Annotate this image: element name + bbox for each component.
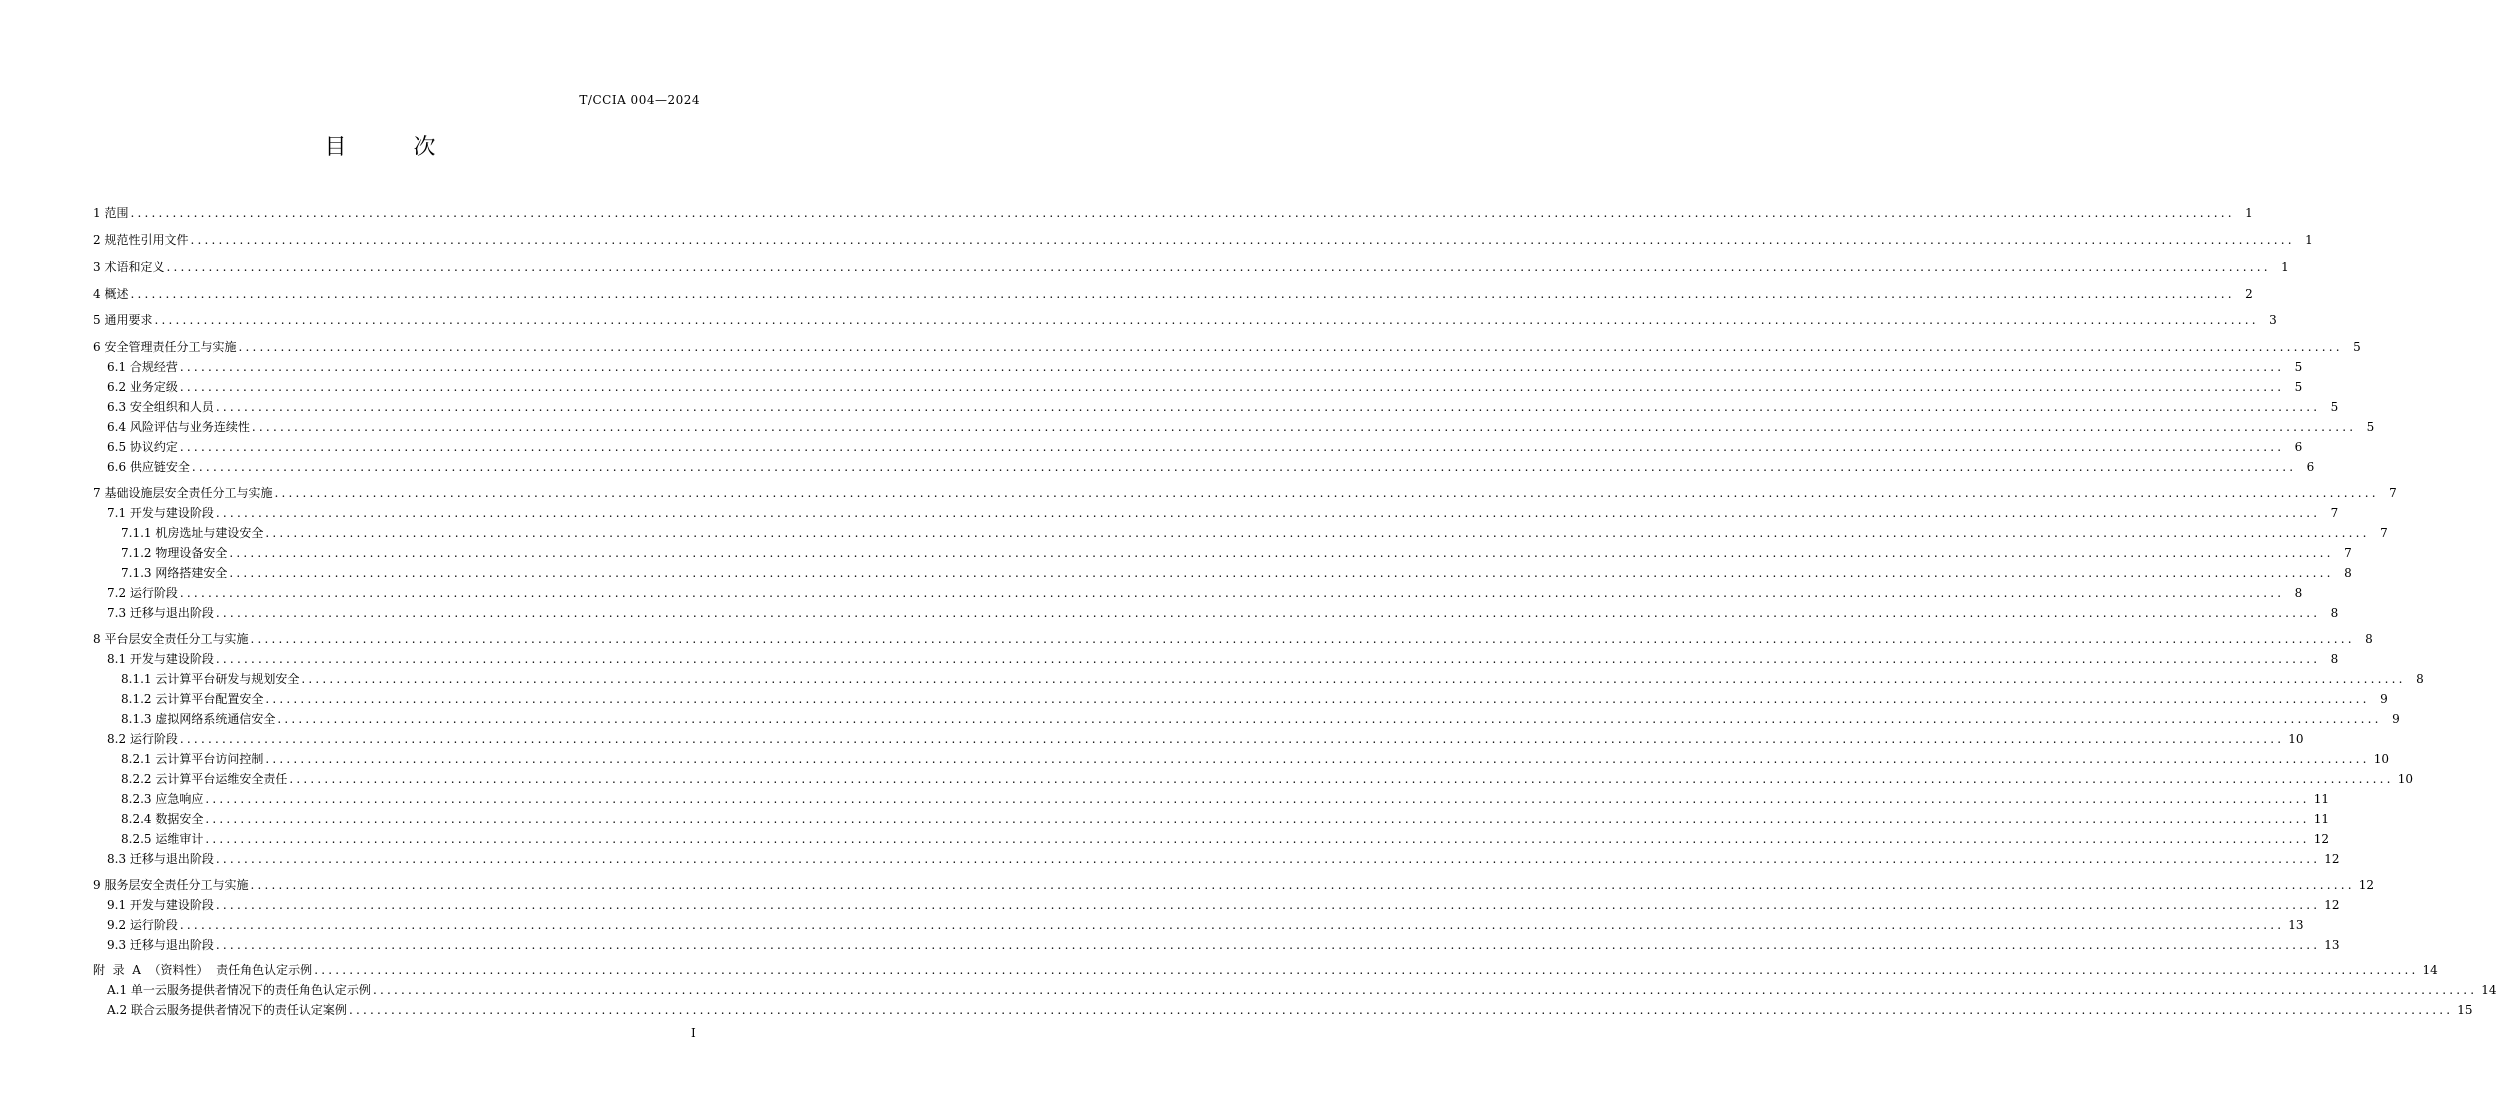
toc-entry-label: 7.1.3 网络搭建安全 [121,566,228,580]
toc-entry-page: 8 [2294,586,2303,600]
toc-entry[interactable] [93,286,2253,302]
toc-entry[interactable] [107,851,2340,867]
toc-entry-page: 10 [2373,752,2389,766]
toc-entry[interactable] [121,711,2400,727]
toc-entry-page: 5 [2353,340,2361,354]
toc-leader-dots: ............................................................................................................................................................................................................................................................................................................ [348,1003,2454,1017]
toc-entry-page: 6 [2294,440,2303,454]
toc-entry[interactable] [107,399,2339,415]
toc-leader-dots: ............................................................................................................................................................................................................................................................................................................ [166,260,2271,274]
toc-entry-label: 7.1.2 物理设备安全 [121,546,228,560]
toc-leader-dots: ............................................................................................................................................................................................................................................................................................................ [215,652,2321,666]
toc-entry[interactable] [107,419,2375,435]
toc-leader-dots: ............................................................................................................................................................................................................................................................................................................ [301,672,2406,686]
toc-leader-dots: ............................................................................................................................................................................................................................................................................................................ [372,983,2478,997]
toc-entry-page: 3 [2269,313,2277,327]
toc-entry-page: 8 [2330,652,2339,666]
toc-entry-label: 7.1.1 机房选址与建设安全 [121,526,264,540]
toc-entry-page: 10 [2397,772,2413,786]
toc-entry-label: 9.3 迁移与退出阶段 [107,938,214,952]
toc-entry-label: A.1 单一云服务提供者情况下的责任角色认定示例 [107,983,371,997]
toc-leader-dots: ............................................................................................................................................................................................................................................................................................................ [250,878,2355,892]
toc-entry-label: 8.2.1 云计算平台访问控制 [121,752,264,766]
toc-entry-label: 8.1.2 云计算平台配置安全 [121,692,264,706]
toc-entry[interactable] [107,1002,2473,1018]
toc-leader-dots: ............................................................................................................................................................................................................................................................................................................ [265,692,2370,706]
toc-entry-label: 6.2 业务定级 [107,380,178,394]
toc-entry[interactable] [107,897,2340,913]
toc-entry[interactable] [107,605,2339,621]
toc-entry-label: 6.1 合规经营 [107,360,178,374]
toc-entry[interactable] [107,585,2303,601]
toc-entry[interactable] [121,525,2388,541]
toc-leader-dots: ............................................................................................................................................................................................................................................................................................................ [179,918,2285,932]
toc-entry-page: 14 [2422,963,2438,977]
toc-leader-dots: ............................................................................................................................................................................................................................................................................................................ [274,486,2379,500]
toc-entry-page: 5 [2294,380,2303,394]
toc-entry[interactable] [107,439,2303,455]
toc-leader-dots: ............................................................................................................................................................................................................................................................................................................ [215,898,2321,912]
toc-entry-label: 8.2.4 数据安全 [121,812,204,826]
toc-entry-page: 13 [2324,938,2340,952]
toc-leader-dots: ............................................................................................................................................................................................................................................................................................................ [238,340,2343,354]
toc-entry-label: 7.3 迁移与退出阶段 [107,606,214,620]
toc-entry-label: 8.1 开发与建设阶段 [107,652,214,666]
toc-entry-page: 8 [2344,566,2352,580]
toc-entry-label: 8.2.2 云计算平台运维安全责任 [121,772,288,786]
toc-entry-label: 8.2 运行阶段 [107,732,178,746]
toc-leader-dots: ............................................................................................................................................................................................................................................................................................................ [179,732,2285,746]
toc-entry[interactable] [93,485,2397,501]
toc-entry[interactable] [121,811,2329,827]
toc-leader-dots: ............................................................................................................................................................................................................................................................................................................ [190,233,2295,247]
toc-entry[interactable] [107,917,2304,933]
toc-entry-page: 10 [2288,732,2304,746]
toc-entry[interactable] [121,671,2424,687]
toc-entry-page: 1 [2281,260,2289,274]
toc-entry[interactable] [107,379,2303,395]
toc-entry-label: 8.3 迁移与退出阶段 [107,852,214,866]
toc-leader-dots: ............................................................................................................................................................................................................................................................................................................ [289,772,2394,786]
toc-leader-dots: ............................................................................................................................................................................................................................................................................................................ [205,832,2310,846]
toc-leader-dots: ............................................................................................................................................................................................................................................................................................................ [215,506,2321,520]
toc-entry-page: 12 [2324,852,2340,866]
toc-entry-page: 7 [2389,486,2397,500]
toc-leader-dots: ............................................................................................................................................................................................................................................................................................................ [215,852,2321,866]
toc-entry-label: 7.2 运行阶段 [107,586,178,600]
toc-entry-page: 1 [2245,206,2253,220]
toc-leader-dots: ............................................................................................................................................................................................................................................................................................................ [265,526,2370,540]
toc-entry[interactable] [107,731,2304,747]
toc-entry-label: 6.5 协议约定 [107,440,178,454]
toc-leader-dots: ............................................................................................................................................................................................................................................................................................................ [130,287,2235,301]
toc-leader-dots: ............................................................................................................................................................................................................................................................................................................ [250,632,2355,646]
toc-entry-label: 4 概述 [93,287,129,301]
toc-entry-page: 12 [2358,878,2375,892]
toc-entry-label: 2 规范性引用文件 [93,233,189,247]
toc-entry-label: 3 术语和定义 [93,260,165,274]
toc-entry-page: 1 [2305,233,2313,247]
toc-entry[interactable] [93,259,2289,275]
toc-entry-label: A.2 联合云服务提供者情况下的责任认定案例 [107,1003,347,1017]
toc-entry-label: 8 平台层安全责任分工与实施 [93,632,249,646]
toc-entry-page: 11 [2313,812,2329,826]
toc-entry-label: 6.6 供应链安全 [107,460,190,474]
toc-entry-page: 8 [2365,632,2373,646]
toc-entry-page: 9 [2380,692,2388,706]
toc-entry-page: 7 [2330,506,2339,520]
toc-entry-label: 8.1.3 虚拟网络系统通信安全 [121,712,276,726]
toc-leader-dots: ............................................................................................................................................................................................................................................................................................................ [191,460,2297,474]
toc-entry-page: 5 [2294,360,2303,374]
toc-entry-label: 9 服务层安全责任分工与实施 [93,878,249,892]
toc-entry-page: 8 [2330,606,2339,620]
toc-entry-label: 6.3 安全组织和人员 [107,400,214,414]
toc-entry-page: 12 [2313,832,2329,846]
toc-leader-dots: ............................................................................................................................................................................................................................................................................................................ [130,206,2235,220]
toc-leader-dots: ............................................................................................................................................................................................................................................................................................................ [154,313,2259,327]
toc-entry-page: 5 [2366,420,2375,434]
toc-leader-dots: ............................................................................................................................................................................................................................................................................................................ [215,400,2321,414]
toc-entry-page: 6 [2306,460,2315,474]
toc-leader-dots: ............................................................................................................................................................................................................................................................................................................ [179,586,2285,600]
toc-entry[interactable] [121,565,2352,581]
toc-entry[interactable] [93,877,2375,893]
toc-entry-label: 1 范围 [93,206,129,220]
toc-entry-label: 6.4 风险评估与业务连续性 [107,420,250,434]
toc-leader-dots: ............................................................................................................................................................................................................................................................................................................ [179,440,2285,454]
toc-entry[interactable] [121,771,2413,787]
toc-leader-dots: ............................................................................................................................................................................................................................................................................................................ [265,752,2370,766]
toc-entry-page: 7 [2344,546,2352,560]
toc-entry[interactable] [121,791,2329,807]
toc-entry[interactable] [121,831,2329,847]
toc-entry-page: 8 [2416,672,2424,686]
toc-entry-label: 9.2 运行阶段 [107,918,178,932]
toc-leader-dots: ............................................................................................................................................................................................................................................................................................................ [205,792,2310,806]
toc-entry[interactable] [93,232,2313,248]
toc-entry[interactable] [93,205,2253,221]
toc-entry[interactable] [107,982,2497,998]
toc-entry[interactable] [121,751,2389,767]
toc-entry[interactable] [107,459,2315,475]
page-title: 目 次 [324,135,466,160]
toc-entry[interactable] [107,651,2339,667]
toc-entry-page: 7 [2380,526,2388,540]
toc-leader-dots: ............................................................................................................................................................................................................................................................................................................ [229,566,2334,580]
toc-entry[interactable] [121,545,2352,561]
toc-entry[interactable] [93,962,2438,978]
toc-entry-label: 8.2.5 运维审计 [121,832,204,846]
toc-leader-dots: ............................................................................................................................................................................................................................................................................................................ [314,963,2419,977]
page-number: I [691,1026,696,1040]
toc-leader-dots: ............................................................................................................................................................................................................................................................................................................ [205,812,2310,826]
toc-entry[interactable] [107,505,2339,521]
toc-entry-page: 12 [2324,898,2340,912]
toc-entry-page: 14 [2481,983,2497,997]
toc-entry[interactable] [93,339,2361,355]
toc-entry-label: 6 安全管理责任分工与实施 [93,340,237,354]
toc-leader-dots: ............................................................................................................................................................................................................................................................................................................ [229,546,2334,560]
toc-entry-page: 2 [2245,287,2253,301]
toc-entry-label: 8.2.3 应急响应 [121,792,204,806]
toc-entry[interactable] [107,359,2303,375]
toc-entry[interactable] [121,691,2388,707]
toc-entry-label: 9.1 开发与建设阶段 [107,898,214,912]
toc-entry[interactable] [93,312,2277,328]
toc-leader-dots: ............................................................................................................................................................................................................................................................................................................ [179,360,2285,374]
toc-leader-dots: ............................................................................................................................................................................................................................................................................................................ [251,420,2357,434]
toc-entry-label: 7 基础设施层安全责任分工与实施 [93,486,273,500]
toc-entry-page: 11 [2313,792,2329,806]
toc-entry-label: 5 通用要求 [93,313,153,327]
standard-code: T/CCIA 004—2024 [579,93,700,107]
toc-entry-page: 9 [2392,712,2400,726]
toc-leader-dots: ............................................................................................................................................................................................................................................................................................................ [215,938,2321,952]
toc-entry-page: 15 [2457,1003,2473,1017]
toc-entry-page: 5 [2330,400,2339,414]
toc-entry-page: 13 [2288,918,2304,932]
toc-entry-label: 7.1 开发与建设阶段 [107,506,214,520]
toc-leader-dots: ............................................................................................................................................................................................................................................................................................................ [215,606,2321,620]
toc-entry-label: 8.1.1 云计算平台研发与规划安全 [121,672,300,686]
toc-entry[interactable] [93,631,2373,647]
toc-entry[interactable] [107,937,2340,953]
toc-entry-label: 附 录 A （资料性） 责任角色认定示例 [93,963,313,977]
toc-leader-dots: ............................................................................................................................................................................................................................................................................................................ [179,380,2285,394]
toc-leader-dots: ............................................................................................................................................................................................................................................................................................................ [277,712,2382,726]
